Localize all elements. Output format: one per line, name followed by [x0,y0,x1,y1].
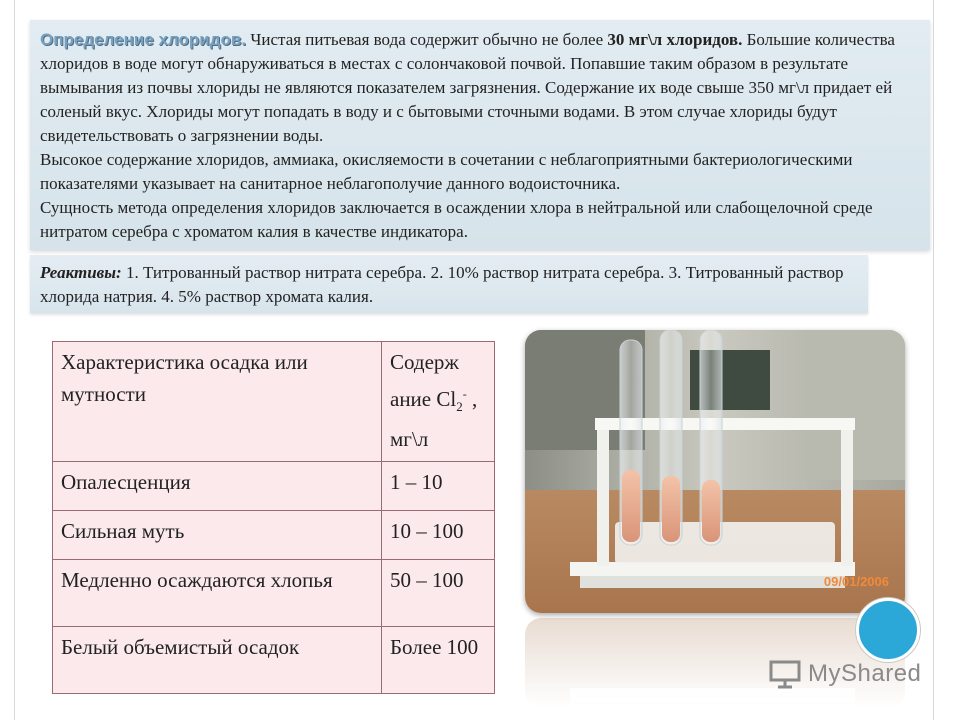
intro-heading: Определение хлоридов. [40,30,247,49]
row-feature: Белый объемистый осадок [53,627,382,694]
row-content: 10 – 100 [382,511,495,560]
header-content [382,342,495,462]
header-content-sub: 2 [456,399,463,415]
reagents-text [40,261,860,309]
table-row [53,462,495,511]
table-row [53,511,495,560]
header-content-post: , мг\л [390,387,478,452]
table-header-row [53,342,495,462]
test-tubes-photo [525,330,905,613]
table-row [53,627,495,694]
row-feature: Медленно осаждаются хлопья [53,560,382,627]
header-content-pre: Содерж ание Cl [390,350,459,411]
table-row [53,560,495,627]
intro-text [40,28,925,244]
intro-paragraph-2: Высокое содержание хлоридов, аммиака, окисляемости в сочетании с неблагоприятными бактериологическими показателями указывает на санитарное неблагополучие данного водоисточника. [40,150,853,193]
presentation-board-icon [768,659,802,689]
myshared-logo [768,656,921,692]
logo-text: MyShared [808,660,922,687]
reagents-label: Реактивы: [40,263,122,282]
row-feature: Сильная муть [53,511,382,560]
intro-limit: 30 мг\л хлоридов. [607,30,743,49]
row-content: 1 – 10 [382,462,495,511]
intro-paragraph-3: Сущность метода определения хлоридов заключается в осаждении хлора в нейтральной или слабощелочной среде нитратом серебра с хроматом калия в качестве индикатора. [40,198,873,241]
reagents-list: 1. Титрованный раствор нитрата серебра. 2. 10% раствор нитрата серебра. 3. Титрованный раствор хлорида натрия. 4. 5% раствор хромата калия. [40,263,844,306]
decorative-circle-icon [856,598,920,662]
intro-text-part1: Чистая питьевая вода содержит обычно не более [246,30,608,49]
row-content: 50 – 100 [382,560,495,627]
chloride-table [52,341,495,694]
intro-text-part2: Большие количества хлоридов в воде могут обнаруживаться в местах с солончаковой почвой. Попавшие таким образом в результате вымывания из почвы хлориды не являются показателем загрязнения. Содержание их воде свыше 350 мг\л придает ей соленый вкус. Хлориды могут попадать в воду и с бытовыми сточными водами. В этом случае хлориды будут свидетельствовать о загрязнении воды. [40,30,895,145]
row-feature: Опалесценция [53,462,382,511]
row-content: Более 100 [382,627,495,694]
header-feature: Характеристика осадка или мутности [53,342,382,462]
test-tubes-illustration [525,330,905,613]
photo-date-stamp: 09/01/2006 [823,574,889,589]
header-content-sup: - [462,387,467,401]
